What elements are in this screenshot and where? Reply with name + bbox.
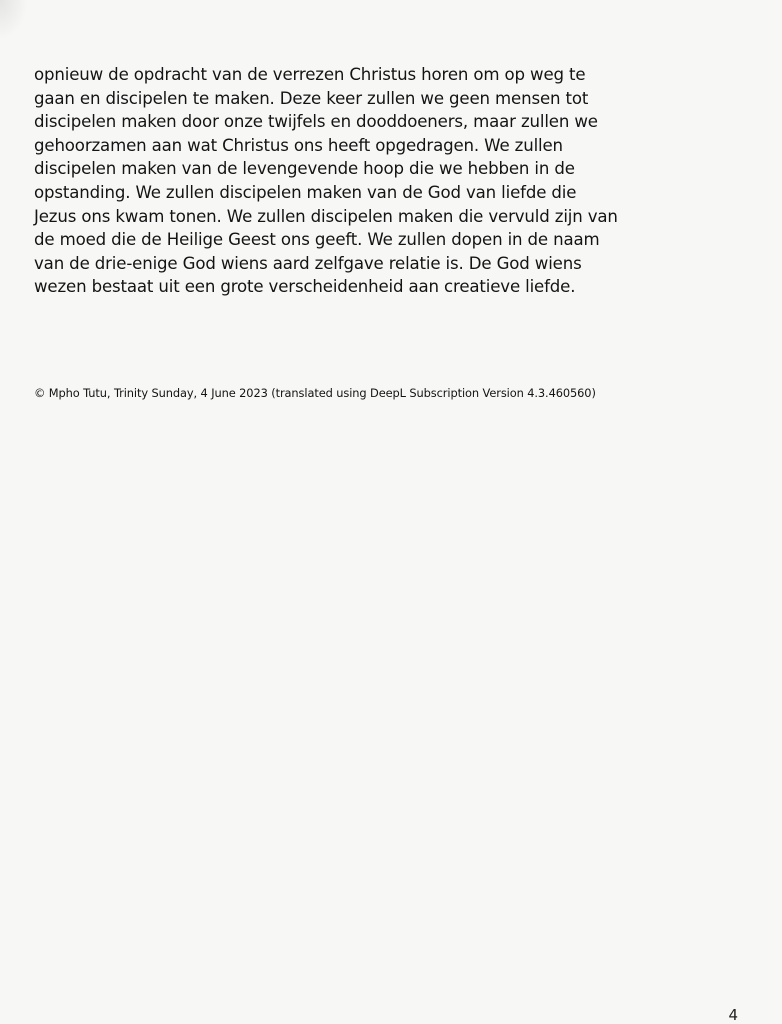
body-line: opnieuw de opdracht van de verrezen Christus horen om op weg te [34,65,586,84]
scan-edge-shadow [0,0,28,40]
body-line: de moed die de Heilige Geest ons geeft. We zullen dopen in de naam [34,230,600,250]
body-line: gaan en discipelen te maken. Deze keer zullen we geen mensen tot [34,88,589,108]
body-line: van de drie-enige God wiens aard zelfgave relatie is. De God wiens [34,253,582,273]
body-paragraph [34,63,754,299]
body-line: opstanding. We zullen discipelen maken van de God van liefde die [34,182,577,202]
body-line: gehoorzamen aan wat Christus ons heeft opgedragen. We zullen [34,135,563,155]
copyright-notice: © Mpho Tutu, Trinity Sunday, 4 June 2023 (translated using DeepL Subscription Version 4.3.460560) [34,386,596,400]
body-line: wezen bestaat uit een grote verscheidenheid aan creatieve liefde. [34,277,576,297]
body-line: Jezus ons kwam tonen. We zullen discipelen maken die vervuld zijn van [34,206,618,226]
body-line: discipelen maken van de levengevende hoop die we hebben in de [34,159,575,179]
page-number: 4 [728,1006,738,1024]
body-line: discipelen maken door onze twijfels en dooddoeners, maar zullen we [34,112,598,132]
